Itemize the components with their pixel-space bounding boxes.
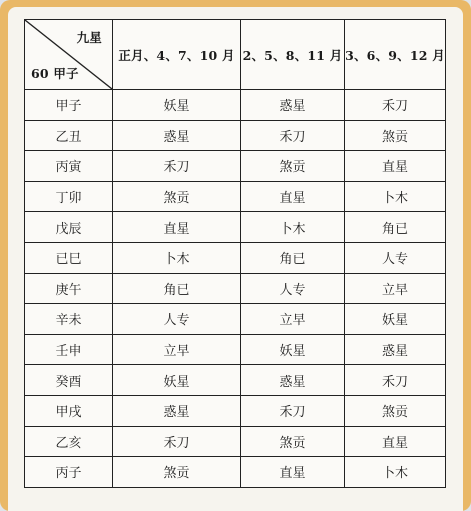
table-row: [25, 212, 446, 243]
row-label: 甲子: [25, 90, 113, 121]
table-cell: 煞贡: [241, 426, 345, 457]
nine-star-table: [24, 19, 446, 488]
table-cell: 惑星: [113, 395, 241, 426]
table-cell: 卜木: [345, 457, 446, 488]
table-cell: 妖星: [345, 304, 446, 335]
corner-bottom-label: 60 甲子: [31, 66, 79, 81]
table-row: [25, 120, 446, 151]
table-cell: 禾刀: [241, 120, 345, 151]
row-label: 已巳: [25, 242, 113, 273]
table-cell: 妖星: [241, 334, 345, 365]
table-cell: 立早: [241, 304, 345, 335]
table-cell: 直星: [345, 151, 446, 182]
row-label: 庚午: [25, 273, 113, 304]
table-cell: 卜木: [345, 181, 446, 212]
corner-top-label: 九星: [76, 30, 102, 45]
table-cell: 煞贡: [113, 181, 241, 212]
row-label: 癸酉: [25, 365, 113, 396]
row-label: 丁卯: [25, 181, 113, 212]
table-cell: 直星: [241, 181, 345, 212]
document-page: [8, 7, 463, 511]
table-cell: 惑星: [113, 120, 241, 151]
column-header: 正月、4、7、10 月: [113, 20, 241, 90]
column-header: 3、6、9、12 月: [345, 20, 446, 90]
corner-header-cell: [25, 20, 113, 90]
table-row: [25, 334, 446, 365]
table-row: [25, 304, 446, 335]
table-row: [25, 151, 446, 182]
table-cell: 禾刀: [345, 90, 446, 121]
row-label: 丙子: [25, 457, 113, 488]
table-cell: 立早: [113, 334, 241, 365]
table-row: [25, 365, 446, 396]
table-cell: 禾刀: [241, 395, 345, 426]
table-cell: 妖星: [113, 90, 241, 121]
table-cell: 角已: [113, 273, 241, 304]
table-cell: 惑星: [345, 334, 446, 365]
table-row: [25, 90, 446, 121]
table-cell: 煞贡: [345, 395, 446, 426]
row-label: 甲戌: [25, 395, 113, 426]
table-row: [25, 426, 446, 457]
table-cell: 直星: [241, 457, 345, 488]
table-row: [25, 273, 446, 304]
table-cell: 角已: [345, 212, 446, 243]
table-cell: 煞贡: [113, 457, 241, 488]
row-label: 辛未: [25, 304, 113, 335]
table-cell: 人专: [241, 273, 345, 304]
table-cell: 立早: [345, 273, 446, 304]
column-header: 2、5、8、11 月: [241, 20, 345, 90]
table-cell: 卜木: [241, 212, 345, 243]
table-row: [25, 181, 446, 212]
row-label: 丙寅: [25, 151, 113, 182]
table-row: [25, 242, 446, 273]
row-label: 戊辰: [25, 212, 113, 243]
table-cell: 惑星: [241, 90, 345, 121]
table-cell: 惑星: [241, 365, 345, 396]
table-row: [25, 457, 446, 488]
header-row: [25, 20, 446, 90]
table-cell: 角已: [241, 242, 345, 273]
table-row: [25, 395, 446, 426]
table-cell: 卜木: [113, 242, 241, 273]
table-cell: 禾刀: [113, 151, 241, 182]
table-cell: 妖星: [113, 365, 241, 396]
table-cell: 煞贡: [241, 151, 345, 182]
table-cell: 直星: [113, 212, 241, 243]
row-label: 壬申: [25, 334, 113, 365]
table-cell: 人专: [345, 242, 446, 273]
table-cell: 禾刀: [345, 365, 446, 396]
table-cell: 禾刀: [113, 426, 241, 457]
table-cell: 煞贡: [345, 120, 446, 151]
table-cell: 人专: [113, 304, 241, 335]
row-label: 乙亥: [25, 426, 113, 457]
table-cell: 直星: [345, 426, 446, 457]
row-label: 乙丑: [25, 120, 113, 151]
